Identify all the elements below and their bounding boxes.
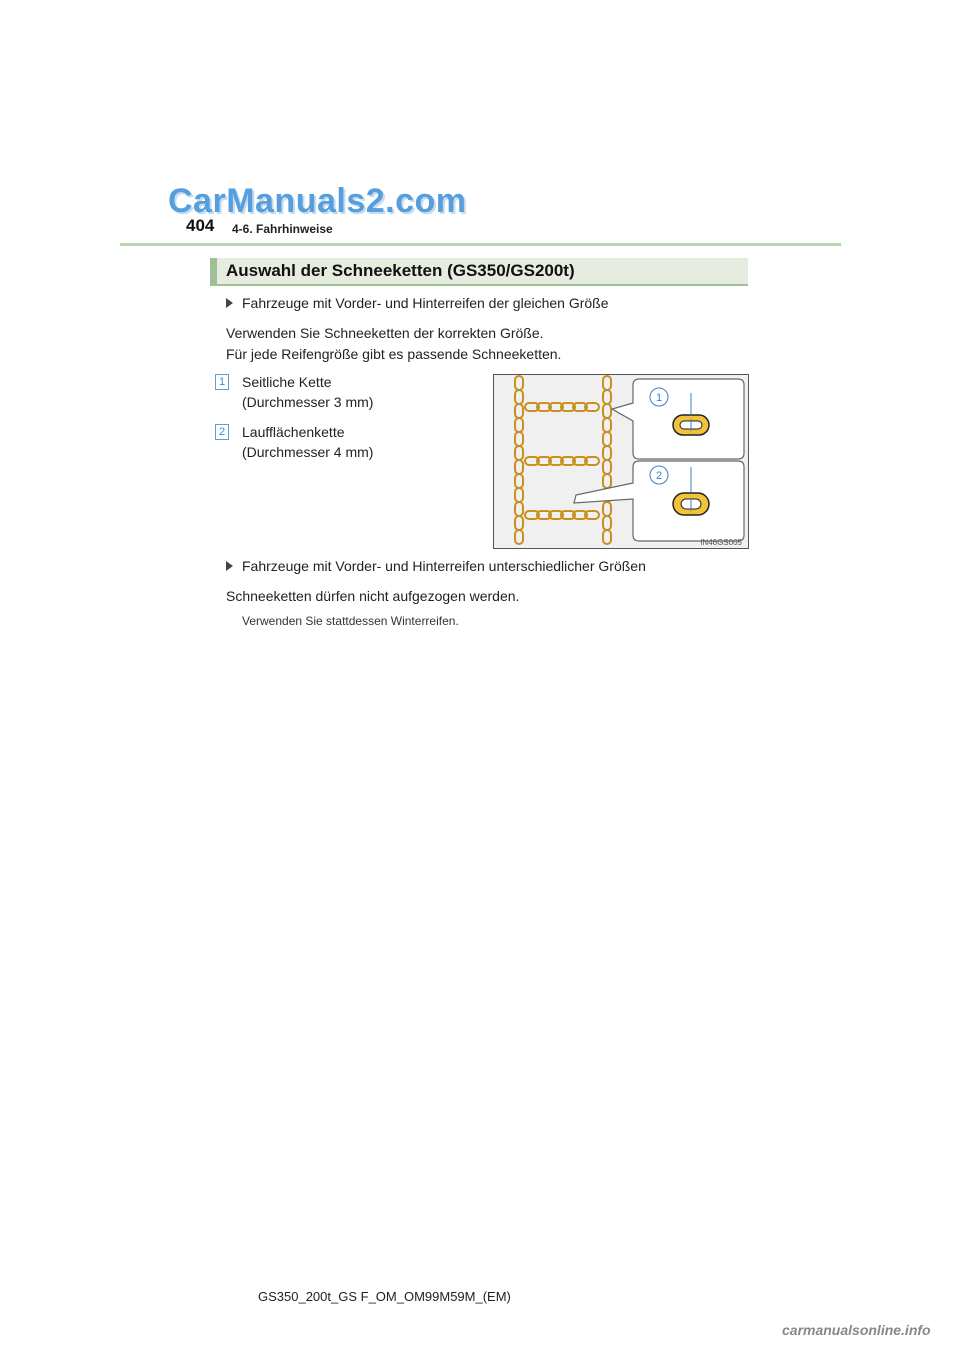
snow-chain-illustration (494, 375, 748, 548)
item-label: Seitliche Kette (242, 374, 332, 390)
paragraph-line: Für jede Reifengröße gibt es passende Schneeketten. (226, 346, 562, 362)
callout-number-1: 1 (655, 392, 663, 404)
section-label: 4-6. Fahrhinweise (232, 222, 333, 236)
chain-right-column (603, 376, 611, 544)
watermark-logo: CarManuals2.com (168, 182, 467, 220)
bullet-text: Fahrzeuge mit Vorder- und Hinterreifen unterschiedlicher Größen (242, 558, 646, 574)
paragraph-line: Verwenden Sie Schneeketten der korrekten Größe. (226, 325, 544, 341)
bottom-watermark: carmanualsonline.info (782, 1322, 931, 1338)
bullet-same-size (226, 295, 609, 311)
callout-2 (574, 461, 744, 541)
chain-left-column (515, 376, 523, 544)
section-heading: Auswahl der Schneeketten (GS350/GS200t) (226, 261, 575, 280)
callout-number-2: 2 (655, 470, 663, 482)
triangle-bullet-icon (226, 561, 233, 571)
paragraph-line: Schneeketten dürfen nicht aufgezogen werden. (226, 588, 520, 604)
figure-code: IN46GS005 (700, 538, 742, 547)
header-divider (120, 243, 841, 246)
snow-chain-figure (493, 374, 749, 549)
item-detail: (Durchmesser 4 mm) (242, 444, 374, 460)
item-number-badge: 1 (215, 374, 229, 390)
bullet-text: Fahrzeuge mit Vorder- und Hinterreifen der gleichen Größe (242, 295, 609, 311)
item-detail: (Durchmesser 3 mm) (242, 394, 374, 410)
callout-1 (612, 379, 744, 459)
note-text: Verwenden Sie stattdessen Winterreifen. (242, 614, 459, 628)
item-number-badge: 2 (215, 424, 229, 440)
bullet-different-size (226, 558, 646, 574)
triangle-bullet-icon (226, 298, 233, 308)
page-number: 404 (186, 216, 215, 235)
footer-model-code: GS350_200t_GS F_OM_OM99M59M_(EM) (258, 1289, 511, 1304)
item-label: Laufflächenkette (242, 424, 345, 440)
